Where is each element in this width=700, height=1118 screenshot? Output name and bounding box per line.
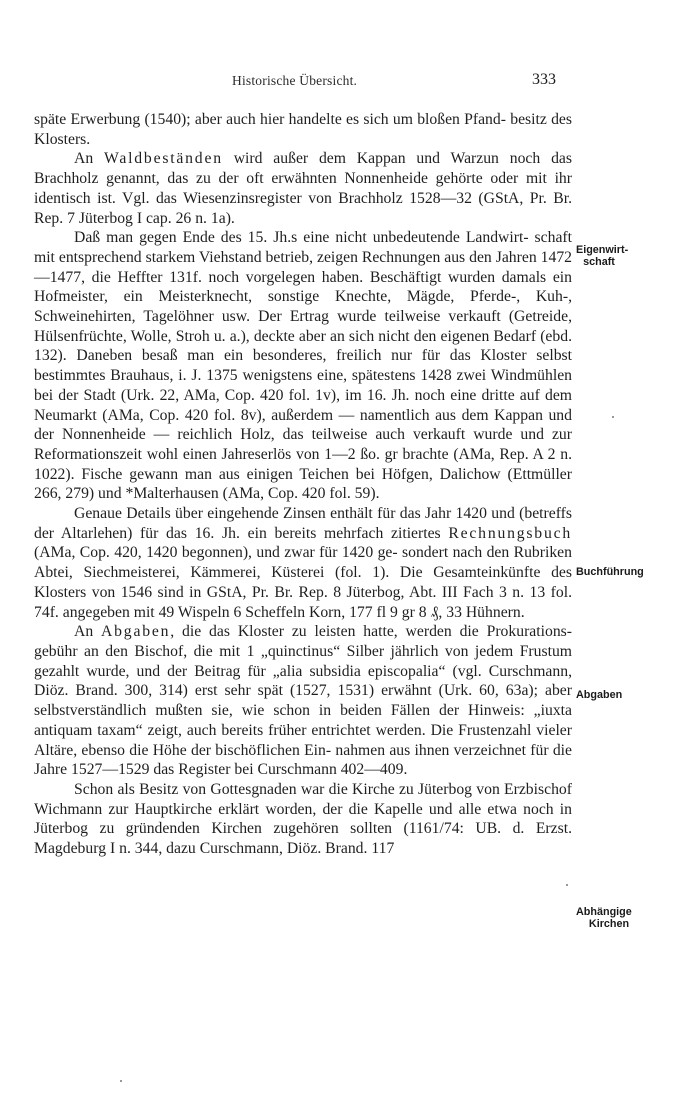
margin-note-line: Eigenwirt- — [576, 244, 629, 256]
margin-note-line: Kirchen — [588, 918, 630, 930]
margin-note-eigenwirtschaft — [576, 244, 628, 268]
margin-note-line: Buchführung — [576, 566, 644, 578]
margin-note-line: Abgaben — [576, 689, 623, 701]
margin-note-line: schaft — [583, 256, 615, 268]
margin-note-line: Abhängige — [576, 906, 632, 918]
paragraph-abgaben — [34, 622, 572, 780]
paragraph-1 — [34, 110, 572, 149]
margin-note-buchfuehrung — [576, 566, 644, 578]
paragraph-1-line-2: besitz des Klosters. — [34, 111, 572, 148]
margin-note-abgaben — [576, 689, 622, 701]
scan-speck — [566, 884, 568, 886]
paragraph-2-rest: wird außer dem Kappan und Warzun noch das Brachholz genannt, das zu der oft erwähnten Nonnenheide gehörte oder mit ihr identisch ist. Vgl. das Wiesenzinsregister von Brachholz 1528—32 (GStA, Pr. Br. Rep. 7 Jüterbog I cap. 26 n. 1a). — [34, 150, 572, 227]
body-text — [34, 110, 572, 859]
paragraph-buchfuehrung — [34, 504, 572, 622]
paragraph-4-lead: Genaue Details über eingehende Zinsen enthält für das Jahr 1420 und (betreffs der Altarlehen) für das 16. Jh. ein bereits mehrfach zitiertes — [34, 505, 572, 542]
spaced-term-abgaben: Abgaben — [101, 623, 171, 641]
scan-speck — [612, 416, 614, 418]
spaced-term-waldbestaende: Waldbeständen — [104, 150, 223, 168]
spaced-term-rechnungsbuch: Rechnungsbuch — [448, 524, 572, 542]
margin-note-abhaengige-kirchen — [576, 906, 642, 930]
running-title: Historische Übersicht. — [232, 73, 358, 88]
paragraph-5-lead: An — [74, 623, 102, 641]
paragraph-2-lead: An — [74, 150, 105, 168]
paragraph-4-rest: (AMa, Cop. 420, 1420 begonnen), und zwar für 1420 ge- sondert nach den Rubriken Abtei, Siechmeisterei, Kämmerei, Küsterei (fol. 1). Die Gesamteinkünfte des Klosters von 1546 sind in GStA, Pr. Br. Rep. 8 Jüterbog, Abt. III Fach 3 n. 13 fol. 74f. angegeben mit 49 Wispeln 6 Scheffeln Korn, 177 fl 9 gr 8 ₰, 33 Hühnern. — [34, 544, 572, 621]
paragraph-eigenwirtschaft: Daß man gegen Ende des 15. Jh.s eine nicht unbedeutende Landwirt- schaft mit entsprechend starkem Viehstand betrieb, zeigen Rechnungen aus den Jahren 1472—1477, die Heffter 131f. noch vorgelegen haben. Beschäftigt wurden damals ein Hofmeister, ein Meisterknecht, sonstige Knechte, Mägde, Pferde-, Kuh-, Schweinehirten, Tagelöhner usw. Der Ertrag wurde teilweise verkauft (Getreide, Hülsenfrüchte, Wolle, Stroh u. a.), deckte aber an sich nicht den eigenen Bedarf (ebd. 132). Daneben besaß man ein besonderes, freilich nur für das Kloster selbst bestimmtes Brauhaus, i. J. 1375 wenigstens eine, spätestens 1428 zwei Windmühlen bei der Stadt (Urk. 22, AMa, Cop. 420 fol. 1v), im 16. Jh. noch eine dritte auf dem Neumarkt (AMa, Cop. 420 fol. 8v), außerdem — namentlich aus dem Kappan und der Nonnenheide — reichlich Holz, das teilweise auch verkauft wurde und zur Reformationszeit wohl einen Jahreserlös von 1—2 ßo. gr brachte (AMa, Rep. A 2 n. 1022). Fische gewann man aus einigen Teichen bei Höfgen, Dalichow (Ettmüller 266, 279) und *Malterhausen (AMa, Cop. 420 fol. 59). — [34, 229, 572, 503]
page-number: 333 — [532, 71, 556, 88]
paragraph-abhaengige-kirchen: Schon als Besitz von Gottesgnaden war die Kirche zu Jüterbog von Erzbischof Wichmann zur Hauptkirche erklärt worden, der die Kapelle und alle etwa noch in Jüterbog zu gründenden Kirchen zugehören sollten (1161/74: UB. d. Erzst. Magdeburg I n. 344, dazu Curschmann, Diöz. Brand. 117 — [34, 780, 572, 858]
page-header — [0, 71, 700, 95]
paragraph-1-line-1: späte Erwerbung (1540); aber auch hier handelte es sich um bloßen Pfand- — [34, 111, 506, 128]
paragraph-waldbestaende — [34, 149, 572, 228]
paragraph-5-rest: , die das Kloster zu leisten hatte, werden die Prokurations- gebühr an den Bischof, die mit 1 „quinctinus“ Silber jährlich von jedem Frustum gezahlt wurde, und der Beitrag für „alia subsidia episcopalia“ (vgl. Curschmann, Diöz. Brand. 300, 314) erst sehr spät (1527, 1531) erwähnt (Urk. 60, 63a); aber selbstverständlich mußten sie, wie schon in beiden Fällen der Hinweis: „iuxta antiquam taxam“ zeigt, auch bereits früher entrichtet werden. Die Frustenzahl vieler Altäre, ebenso die Höhe der bischöflichen Ein- nahmen aus ihnen verzeichnet für die Jahre 1527—1529 das Register bei Curschmann 402—409. — [34, 623, 572, 779]
scan-speck — [120, 1080, 122, 1082]
